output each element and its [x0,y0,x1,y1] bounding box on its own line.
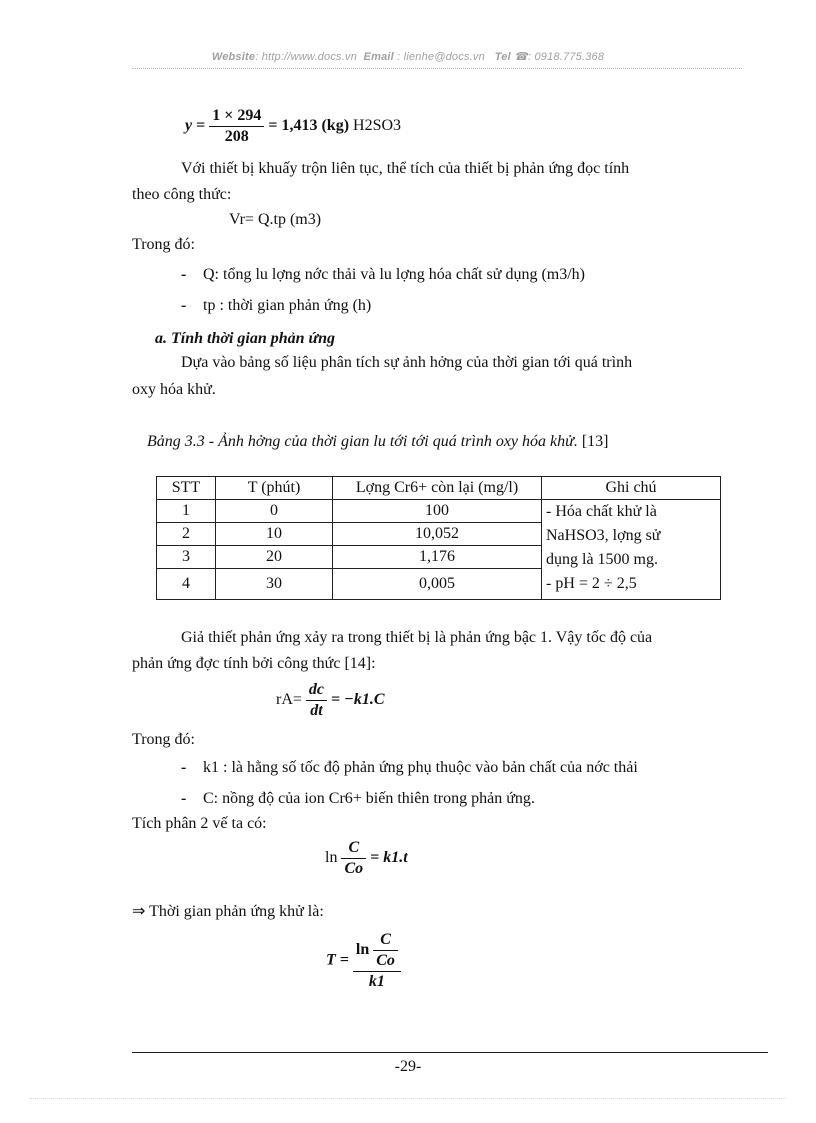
formula-r-den: dt [310,702,323,719]
note-line: NaHSO3, lợng sử [546,527,661,544]
bullet-item [181,758,638,778]
table-cell: 30 [216,569,333,600]
col-header-note: Ghi chú [542,477,721,500]
implies-arrow-icon: ⇒ [132,903,146,920]
bottom-dotted-line [30,1098,786,1099]
formula-y-denominator: 208 [224,128,249,145]
conclusion-text: Thời gian phản ứng khử là: [149,903,324,920]
formula-y-substance: H2SO3 [353,117,402,135]
phone-icon: ☎ [514,51,528,63]
header-divider [132,68,742,69]
page-header [0,50,816,63]
table-note-cell [542,500,721,600]
formula-r-fraction [306,680,327,721]
para1-line2: theo công thức: [132,186,232,203]
where-label-1: Trong đó: [132,236,195,253]
bullet-text: tp : thời gian phản ứng (h) [203,297,372,314]
table-cell: 20 [216,546,333,569]
bullet-item [181,265,585,285]
table-cell: 0 [216,500,333,523]
bullet-marker: - [181,266,187,283]
note-line: - pH = 2 ÷ 2,5 [546,575,637,592]
formula-r-rhs: = −k1.C [331,691,385,709]
formula-t [326,930,401,992]
para1-line1: Với thiết bị khuấy trộn liên tục, thể tích của thiết bị phản ứng đọc tính [181,160,630,177]
col-header-cr: Lợng Cr6+ còn lại (mg/l) [333,477,542,500]
data-table [156,476,721,600]
bullet-text: k1 : là hằng số tốc độ phản ứng phụ thuộc vào bản chất của nớc thải [203,759,638,776]
formula-v: Vr= Q.tp (m3) [229,211,322,228]
col-header-stt: STT [157,477,216,500]
table-cell: 3 [157,546,216,569]
formula-t-inner-den: Co [376,952,395,969]
formula-ln-fraction [341,838,366,879]
formula-t-fraction [353,930,401,992]
table-caption-ref: [13] [581,433,609,450]
formula-y: y = $\frac{1 \times 294}{208}$ = 1,413 (kg) H2SO3 [185,107,402,145]
table-cell: 0,005 [333,569,542,600]
formula-y-numerator: 1 × 294 [209,106,264,127]
formula-t-lhs: T = [326,951,349,969]
bullet-text: Q: tổng lu lợng nớc thải và lu lợng hóa chất sử dụng (m3/h) [203,266,585,283]
table-cell: 1,176 [333,546,542,569]
formula-t-ln: ln [355,941,370,959]
col-header-time: T (phút) [216,477,333,500]
table-caption [147,432,609,452]
table-row [157,500,721,523]
bullet-marker: - [181,759,187,776]
table-header-row [157,477,721,500]
para2-line1: Dựa vào bảng số liệu phân tích sự ảnh hởng của thời gian tới quá trình [181,354,633,371]
where-label-2: Trong đó: [132,731,195,748]
table-cell: 4 [157,569,216,600]
bullet-item [181,296,371,316]
formula-y-result: = 1,413 (kg) [268,117,350,135]
para3-line1: Giả thiết phản ứng xảy ra trong thiết bị là phản ứng bậc 1. Vậy tốc độ của [181,629,653,646]
table-cell: 2 [157,523,216,546]
formula-t-numerator [353,930,401,972]
formula-r-num: dc [306,680,327,701]
formula-t-denominator: k1 [368,973,385,990]
note-line: dụng là 1500 mg. [546,551,658,568]
formula-ln-ln: ln [325,849,338,867]
formula-t-inner-fraction [373,930,398,971]
para2-line2: oxy hóa khử. [132,381,216,398]
bullet-item [181,789,535,809]
table-caption-text: Bảng 3.3 - Ảnh hởng của thời gian lu tới tới quá trình oxy hóa khử. [147,433,578,450]
table-cell: 10,052 [333,523,542,546]
bullet-marker: - [181,297,187,314]
website-label: Website [211,51,256,63]
bullet-text: C: nồng độ của ion Cr6+ biến thiên trong phản ứng. [203,790,535,807]
formula-ln-rhs: = k1.t [370,849,408,867]
table-cell: 1 [157,500,216,523]
website-value: : http://www.docs.vn [255,51,358,63]
formula-ln [325,838,408,879]
formula-r [276,680,385,721]
formula-ln-num: C [341,838,366,859]
formula-y-fraction [209,106,264,147]
section-a-heading: a. Tính thời gian phản ứng [155,330,336,347]
formula-ln-den: Co [344,860,364,877]
table-cell: 10 [216,523,333,546]
tel-value: : 0918.775.368 [527,51,605,63]
formula-r-lhs: rA= [276,691,302,709]
conclusion-line [132,902,324,922]
email-value: : lienhe@docs.vn [397,51,485,63]
footer-divider [132,1052,768,1053]
formula-y-lhs: y [185,117,193,135]
page-number: -29- [394,1058,422,1075]
table-cell: 100 [333,500,542,523]
bullet-marker: - [181,790,187,807]
para3-line2: phản ứng đợc tính bởi công thức [14]: [132,655,376,672]
tel-label: Tel [494,51,511,63]
formula-t-inner-num: C [373,930,398,951]
integrate-text: Tích phân 2 vế ta có: [132,815,267,832]
email-label: Email [363,51,394,63]
note-line: - Hóa chất khử là [546,503,657,520]
